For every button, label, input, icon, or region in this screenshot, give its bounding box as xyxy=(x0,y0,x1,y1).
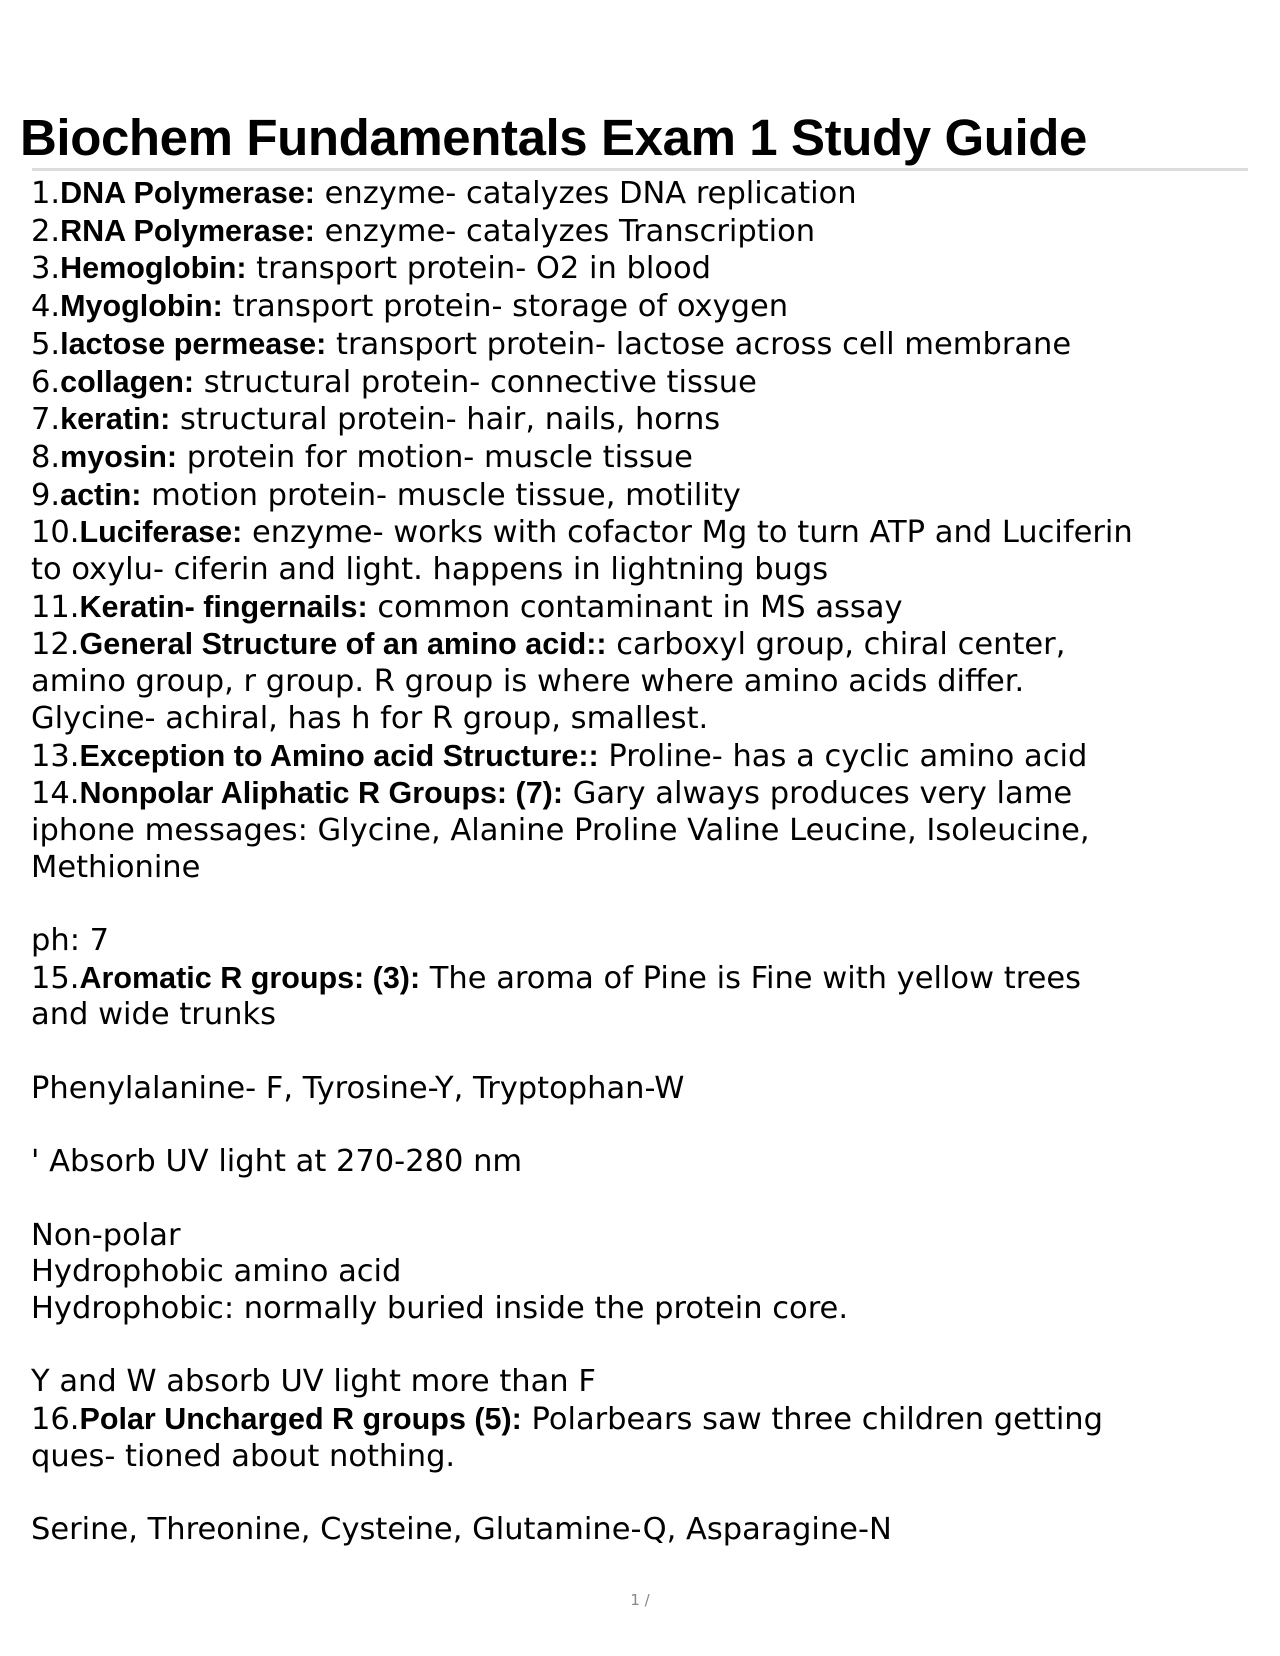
continuation-line: amino group, r group. R group is where where amino acids differ. xyxy=(31,664,1025,700)
item-number: 10. xyxy=(31,515,80,551)
item-number: 8. xyxy=(31,439,61,475)
list-item xyxy=(31,738,1256,776)
continuation-line: to oxylu- ciferin and light. happens in lightning bugs xyxy=(31,552,829,588)
item-number: 4. xyxy=(31,289,61,325)
item-number: 2. xyxy=(31,213,61,249)
item-term: DNA Polymerase: xyxy=(60,176,315,210)
title-divider xyxy=(32,168,1248,171)
item-text: transport protein- lactose across cell membrane xyxy=(326,326,1072,362)
item-number: 3. xyxy=(31,251,61,287)
continuation-line: Methionine xyxy=(31,849,201,885)
item-text: Polarbears saw three children getting xyxy=(521,1402,1103,1438)
item-term: RNA Polymerase: xyxy=(60,213,315,248)
item-term: Hemoglobin: xyxy=(60,251,247,286)
continuation-line: Phenylalanine- F, Tyrosine-Y, Tryptophan-W xyxy=(31,1070,685,1106)
item-text: structural protein- hair, nails, horns xyxy=(170,402,721,438)
item-term: myosin: xyxy=(60,439,178,474)
list-item xyxy=(31,250,1256,288)
item-number: 9. xyxy=(31,477,61,513)
item-term: Luciferase: xyxy=(79,515,243,550)
continuation-line: ques- tioned about nothing. xyxy=(31,1438,456,1474)
item-number: 14. xyxy=(31,776,80,812)
list-item xyxy=(31,401,1256,439)
continuation-line: and wide trunks xyxy=(31,997,277,1033)
item-term: lactose permease: xyxy=(60,326,327,361)
item-number: 13. xyxy=(31,738,80,774)
item-number: 6. xyxy=(31,364,61,400)
item-number: 11. xyxy=(31,589,80,625)
blank-line xyxy=(31,1181,1256,1218)
page-title: Biochem Fundamentals Exam 1 Study Guide xyxy=(20,109,1087,166)
blank-line xyxy=(31,1328,1256,1365)
item-term: General Structure of an amino acid:: xyxy=(79,627,607,662)
item-text: enzyme- works with cofactor Mg to turn ATP and Luciferin xyxy=(242,515,1133,551)
list-item xyxy=(31,364,1256,402)
item-number: 5. xyxy=(31,326,61,362)
item-text: Gary always produces very lame xyxy=(563,776,1073,812)
list-item xyxy=(31,626,1256,664)
item-term: collagen: xyxy=(60,364,194,399)
item-text: transport protein- O2 in blood xyxy=(246,251,712,287)
list-item xyxy=(31,775,1256,813)
item-text: Proline- has a cyclic amino acid xyxy=(598,738,1088,774)
list-item xyxy=(31,326,1256,364)
continuation-line: ' Absorb UV light at 270-280 nm xyxy=(31,1144,523,1180)
study-guide-list xyxy=(31,175,1256,1549)
page-number: 1 / xyxy=(630,1591,650,1609)
item-term: keratin: xyxy=(60,402,171,437)
item-text: transport protein- storage of oxygen xyxy=(222,289,789,325)
item-number: 15. xyxy=(31,960,80,996)
list-item xyxy=(31,175,1256,213)
item-text: protein for motion- muscle tissue xyxy=(177,439,693,475)
item-term: Aromatic R groups: (3): xyxy=(79,960,421,995)
continuation-line: Non-polar xyxy=(31,1217,181,1253)
item-term: Keratin- fingernails: xyxy=(79,589,368,624)
list-item xyxy=(31,477,1256,515)
item-number: 12. xyxy=(31,627,80,663)
item-text: structural protein- connective tissue xyxy=(194,364,757,400)
item-term: Exception to Amino acid Structure:: xyxy=(79,738,599,773)
item-text: motion protein- muscle tissue, motility xyxy=(141,477,741,513)
item-term: Myoglobin: xyxy=(60,289,223,324)
item-term: Nonpolar Aliphatic R Groups: (7): xyxy=(79,776,563,811)
blank-line xyxy=(31,1476,1256,1513)
continuation-line: Y and W absorb UV light more than F xyxy=(31,1364,596,1400)
list-item xyxy=(31,288,1256,326)
list-item xyxy=(31,439,1256,477)
item-term: actin: xyxy=(60,477,142,512)
list-item xyxy=(31,514,1256,552)
item-text: common contaminant in MS assay xyxy=(367,589,903,625)
list-item xyxy=(31,1401,1256,1439)
continuation-line: ph: 7 xyxy=(31,923,110,959)
item-text: enzyme- catalyzes DNA replication xyxy=(314,176,857,211)
list-item xyxy=(31,960,1256,998)
item-text: carboxyl group, chiral center, xyxy=(606,627,1066,663)
continuation-line: iphone messages: Glycine, Alanine Proline Valine Leucine, Isoleucine, xyxy=(31,812,1090,848)
continuation-line: Serine, Threonine, Cysteine, Glutamine-Q, Asparagine-N xyxy=(31,1512,892,1548)
list-item xyxy=(31,213,1256,251)
continuation-line: Hydrophobic: normally buried inside the protein core. xyxy=(31,1291,849,1327)
blank-line xyxy=(31,886,1256,923)
item-text: enzyme- catalyzes Transcription xyxy=(314,213,816,249)
blank-line xyxy=(31,1108,1256,1145)
list-item xyxy=(31,589,1256,627)
item-number: 1. xyxy=(31,176,61,211)
continuation-line: Hydrophobic amino acid xyxy=(31,1254,402,1290)
item-text: The aroma of Pine is Fine with yellow trees xyxy=(420,960,1081,996)
item-number: 7. xyxy=(31,402,61,438)
item-number: 16. xyxy=(31,1402,80,1438)
continuation-line: Glycine- achiral, has h for R group, smallest. xyxy=(31,700,709,736)
blank-line xyxy=(31,1034,1256,1071)
item-term: Polar Uncharged R groups (5): xyxy=(79,1402,522,1437)
